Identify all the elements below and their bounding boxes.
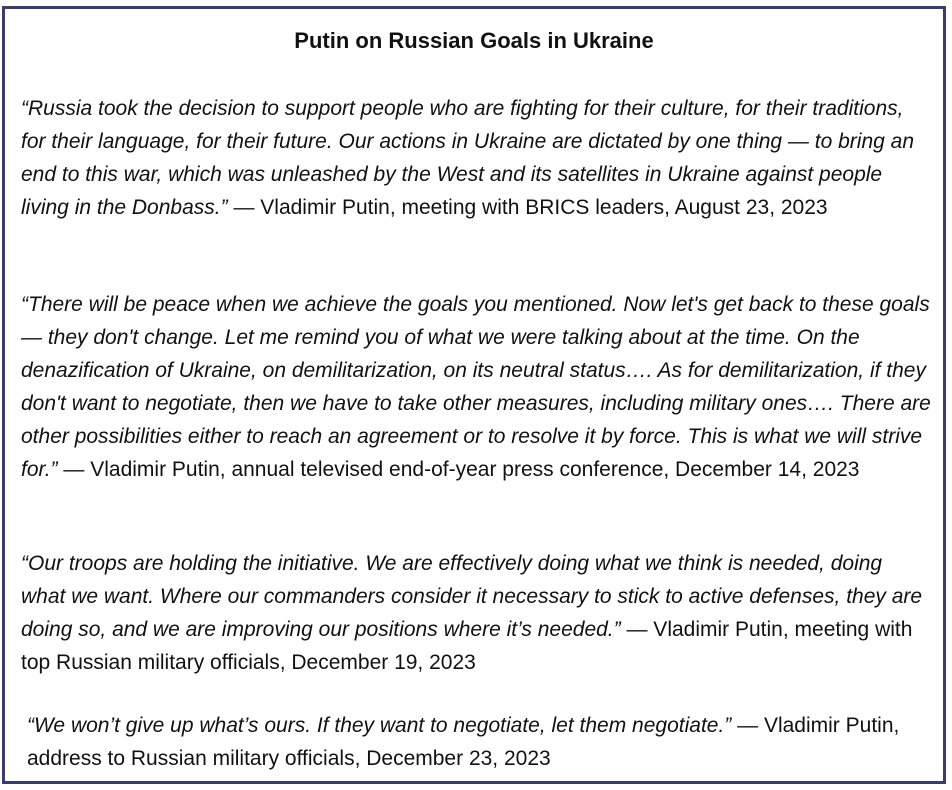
quote-box [2,6,946,784]
quote-attribution: — Vladimir Putin, address to Russian military officials, December 23, 2023 [27,714,900,770]
quote-attribution: — Vladimir Putin, annual televised end-of-year press conference, December 14, 2023 [57,458,860,481]
quote-paragraph [21,288,931,486]
quote-paragraph [27,709,931,775]
quote-paragraph [21,547,931,679]
quote-attribution: — Vladimir Putin, meeting with top Russian military officials, December 19, 2023 [21,618,913,674]
quote-paragraph [21,92,931,224]
quote-text: “Russia took the decision to support people who are fighting for their culture, for their traditions, for their language, for their future. Our actions in Ukraine are dictated by one thing — to bring an end to this war, which was unleashed by the West and its satellites in Ukraine against people living in the Donbass.” [21,97,915,219]
quote-text: “Our troops are holding the initiative. We are effectively doing what we think is needed, doing what we want. Where our commanders consider it necessary to stick to active defenses, they are doing so, and we are improving our positions where it’s needed.” [21,552,923,641]
quote-text: “We won’t give up what’s ours. If they want to negotiate, let them negotiate.” [27,714,732,737]
quote-attribution: — Vladimir Putin, meeting with BRICS leaders, August 23, 2023 [227,196,828,219]
page-title: Putin on Russian Goals in Ukraine [294,28,654,53]
quote-text: “There will be peace when we achieve the goals you mentioned. Now let's get back to these goals — they don't change. Let me remind you of what we were talking about at the time. On the denazification of Ukraine, on demilitarization, on its neutral status…. As for demilitarization, if they don't want to negotiate, then we have to take other measures, including military ones…. There are other possibilities either to reach an agreement or to resolve it by force. This is what we will strive for.” [21,293,931,481]
